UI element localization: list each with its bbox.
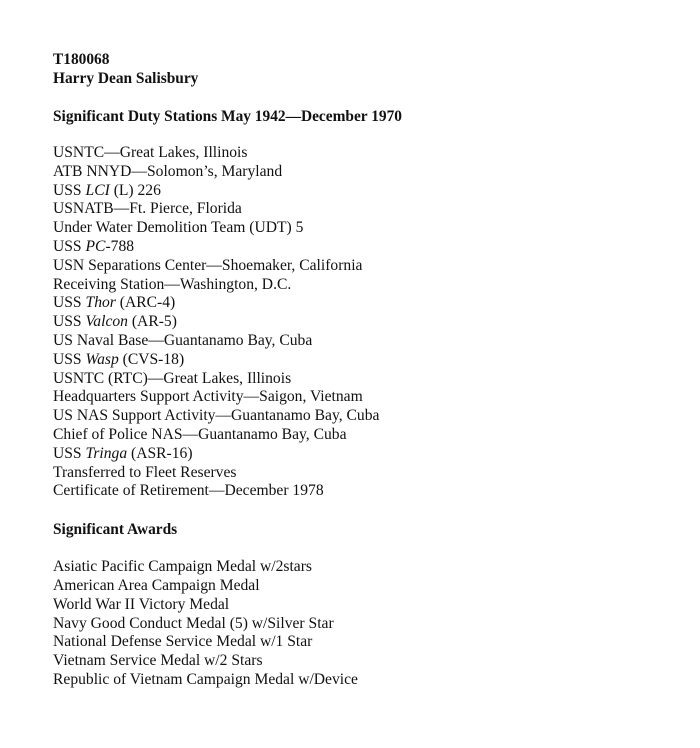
duty-station-item bbox=[53, 407, 673, 426]
document-body bbox=[53, 50, 673, 690]
duty-station-text: USN Separations Center—Shoemaker, California bbox=[53, 256, 363, 274]
duty-station-text: USS bbox=[53, 181, 86, 199]
award-item: Navy Good Conduct Medal (5) w/Silver Star bbox=[53, 614, 334, 632]
award-item: Asiatic Pacific Campaign Medal w/2stars bbox=[53, 558, 312, 576]
record-id: T180068 bbox=[53, 51, 110, 68]
duty-station-text: Certificate of Retirement—December 1978 bbox=[53, 482, 324, 500]
duty-station-item bbox=[53, 388, 673, 407]
duty-station-item bbox=[53, 257, 673, 276]
ship-name: Thor bbox=[85, 294, 116, 312]
duty-station-item bbox=[53, 426, 673, 445]
duty-station-text: Chief of Police NAS—Guantanamo Bay, Cuba bbox=[53, 425, 347, 443]
ship-name: Tringa bbox=[85, 444, 128, 462]
duty-station-suffix: (CVS-18) bbox=[118, 350, 185, 368]
duty-station-item bbox=[53, 200, 673, 219]
duty-station-item bbox=[53, 445, 673, 464]
duty-station-suffix: -788 bbox=[105, 237, 135, 255]
duty-station-suffix: (AR-5) bbox=[127, 313, 177, 331]
duty-stations-title: Significant Duty Stations May 1942—December 1970 bbox=[53, 108, 402, 125]
duty-station-item bbox=[53, 219, 673, 238]
duty-station-suffix: (L) 226 bbox=[109, 181, 161, 199]
award-item: Republic of Vietnam Campaign Medal w/Device bbox=[53, 670, 358, 688]
duty-station-suffix: (ARC-4) bbox=[115, 294, 176, 312]
duty-station-text: Headquarters Support Activity—Saigon, Vietnam bbox=[53, 388, 363, 406]
awards-title: Significant Awards bbox=[53, 521, 178, 539]
duty-stations-list bbox=[53, 144, 673, 501]
ship-name: LCI bbox=[85, 181, 110, 199]
duty-station-text: Receiving Station—Washington, D.C. bbox=[53, 275, 292, 293]
duty-station-text: USS bbox=[53, 237, 86, 255]
duty-station-item bbox=[53, 163, 673, 182]
award-item: Vietnam Service Medal w/2 Stars bbox=[53, 652, 263, 670]
award-item: American Area Campaign Medal bbox=[53, 576, 260, 594]
duty-station-text: USNTC—Great Lakes, Illinois bbox=[53, 144, 248, 161]
awards-list bbox=[53, 558, 673, 690]
duty-station-text: Transferred to Fleet Reserves bbox=[53, 463, 237, 481]
duty-station-text: USNATB—Ft. Pierce, Florida bbox=[53, 200, 242, 218]
duty-station-text: US Naval Base—Guantanamo Bay, Cuba bbox=[53, 331, 313, 349]
duty-station-text: USNTC (RTC)—Great Lakes, Illinois bbox=[53, 369, 292, 387]
duty-station-text: USS bbox=[53, 294, 86, 312]
duty-station-text: USS bbox=[53, 444, 86, 462]
duty-station-item bbox=[53, 144, 673, 163]
ship-name: PC bbox=[85, 237, 106, 255]
ship-name: Valcon bbox=[85, 313, 128, 331]
ship-name: Wasp bbox=[85, 350, 119, 368]
award-item: National Defense Service Medal w/1 Star bbox=[53, 633, 313, 651]
header-block bbox=[53, 50, 673, 88]
duty-station-text: ATB NNYD—Solomon’s, Maryland bbox=[53, 162, 283, 180]
duty-station-item bbox=[53, 332, 673, 351]
duty-station-item bbox=[53, 482, 673, 501]
duty-station-item bbox=[53, 182, 673, 201]
duty-station-item bbox=[53, 313, 673, 332]
duty-station-item bbox=[53, 238, 673, 257]
award-item: World War II Victory Medal bbox=[53, 595, 230, 613]
person-name: Harry Dean Salisbury bbox=[53, 70, 199, 87]
duty-station-text: US NAS Support Activity—Guantanamo Bay, Cuba bbox=[53, 407, 380, 425]
duty-station-text: USS bbox=[53, 350, 86, 368]
duty-station-item bbox=[53, 370, 673, 389]
duty-station-item bbox=[53, 351, 673, 370]
duty-station-text: USS bbox=[53, 313, 86, 331]
duty-station-item bbox=[53, 294, 673, 313]
duty-station-item bbox=[53, 276, 673, 295]
duty-station-suffix: (ASR-16) bbox=[127, 444, 193, 462]
duty-station-text: Under Water Demolition Team (UDT) 5 bbox=[53, 219, 304, 237]
duty-station-item bbox=[53, 464, 673, 483]
